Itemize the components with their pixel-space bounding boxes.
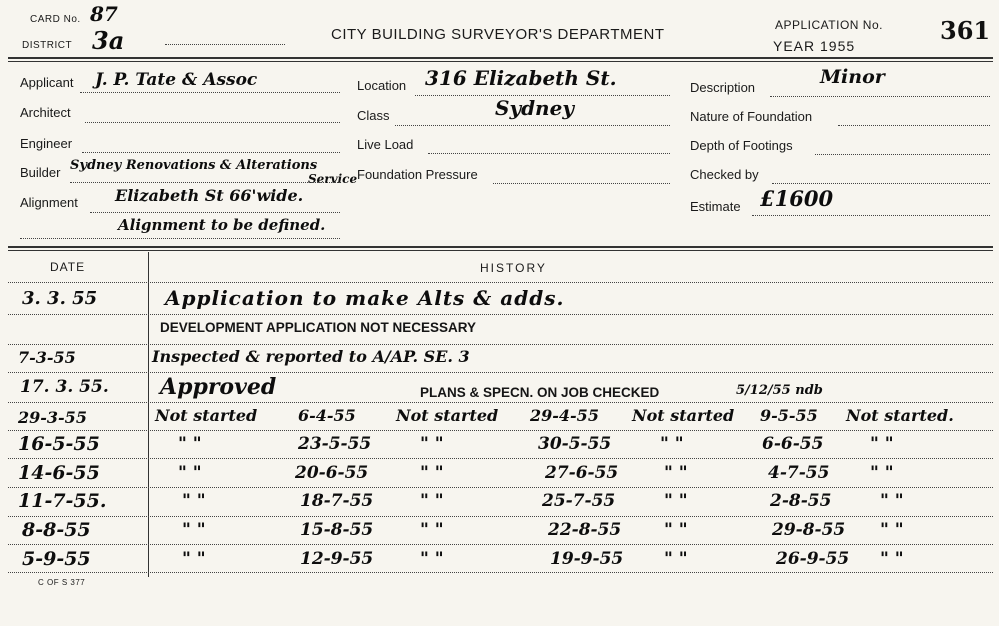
dotted-line: [815, 154, 990, 155]
builder-value: Sydney Renovations & Alterations: [70, 158, 318, 173]
history-entry: Not started: [632, 406, 735, 425]
history-date: 29-3-55: [18, 408, 87, 427]
dotted-line: [8, 344, 993, 345]
ditto-mark: " ": [420, 520, 444, 540]
dotted-line: [493, 183, 670, 184]
dotted-line: [90, 212, 340, 213]
dotted-line: [8, 430, 993, 431]
foundation-pressure-label: Foundation Pressure: [357, 167, 478, 182]
nature-of-foundation-label: Nature of Foundation: [690, 109, 813, 124]
history-entry: Not started.: [846, 406, 954, 425]
history-date-2: 12-9-55: [300, 549, 374, 569]
history-date: 3. 3. 55: [22, 288, 98, 309]
development-stamp: DEVELOPMENT APPLICATION NOT NECESSARY: [160, 320, 477, 335]
estimate-label: Estimate: [690, 199, 741, 214]
history-header: HISTORY: [480, 261, 547, 275]
history-date-4: 26-9-55: [776, 549, 850, 569]
history-date-3: 27-6-55: [545, 463, 619, 483]
ditto-mark: " ": [420, 491, 444, 511]
ditto-mark: " ": [870, 463, 894, 483]
architect-label: Architect: [20, 105, 71, 120]
ditto-mark: " ": [178, 434, 202, 454]
ditto-mark: " ": [182, 549, 206, 569]
alignment-value-2: Alignment to be defined.: [118, 216, 326, 234]
ditto-mark: " ": [420, 463, 444, 483]
history-entry: Not started: [155, 406, 258, 425]
ditto-mark: " ": [664, 491, 688, 511]
history-date-4: 29-8-55: [772, 520, 846, 540]
history-entry: Inspected & reported to A/AP. SE. 3: [152, 347, 470, 366]
history-date-3: 22-8-55: [548, 520, 622, 540]
dotted-line: [770, 96, 990, 97]
history-date: 17. 3. 55.: [20, 377, 109, 397]
ditto-mark: " ": [664, 549, 688, 569]
live-load-label: Live Load: [357, 137, 414, 152]
history-date: 7-3-55: [18, 348, 76, 367]
dotted-line: [8, 402, 993, 403]
history-date-2: 15-8-55: [300, 520, 374, 540]
header-rule: [8, 57, 993, 59]
history-rule-2: [8, 250, 993, 251]
ditto-mark: " ": [420, 434, 444, 454]
dotted-line: [70, 182, 340, 183]
history-date-2: 20-6-55: [295, 463, 369, 483]
ditto-mark: " ": [880, 520, 904, 540]
dotted-line: [395, 125, 670, 126]
location-label: Location: [357, 78, 407, 93]
date-column-divider: [148, 252, 149, 577]
history-entry: Not started: [396, 406, 499, 425]
card-no-value: 87: [90, 2, 118, 26]
history-date-4: 6-6-55: [762, 434, 824, 454]
ditto-mark: " ": [182, 491, 206, 511]
description-value: Minor: [820, 66, 885, 88]
application-label: APPLICATION No.: [775, 18, 883, 32]
ditto-mark: " ": [660, 434, 684, 454]
ditto-mark: " ": [178, 463, 202, 483]
class-label: Class: [357, 108, 390, 123]
header-dotted-line: [165, 44, 285, 45]
history-entry: Approved: [160, 374, 277, 400]
history-date-3: 30-5-55: [538, 434, 612, 454]
dotted-line: [838, 125, 990, 126]
year-label: YEAR 1955: [773, 38, 856, 54]
applicant-label: Applicant: [20, 75, 74, 90]
dotted-line: [8, 314, 993, 315]
history-date: 5-9-55: [22, 548, 91, 570]
history-date-2: 6-4-55: [298, 406, 356, 425]
history-date-3: 25-7-55: [542, 491, 616, 511]
dotted-line: [20, 238, 340, 239]
estimate-value: £1600: [760, 186, 834, 211]
dotted-line: [85, 122, 340, 123]
dotted-line: [428, 153, 670, 154]
dotted-line: [772, 183, 990, 184]
dotted-line: [82, 152, 340, 153]
ditto-mark: " ": [880, 549, 904, 569]
description-label: Description: [690, 80, 756, 95]
plans-checked-stamp: PLANS & SPECN. ON JOB CHECKED: [420, 385, 660, 400]
dotted-line: [8, 487, 993, 488]
dotted-line: [8, 516, 993, 517]
alignment-label: Alignment: [20, 195, 78, 210]
date-header: DATE: [50, 260, 86, 274]
applicant-value: J. P. Tate & Assoc: [95, 70, 258, 90]
location-value-2: Sydney: [495, 96, 574, 120]
depth-of-footings-label: Depth of Footings: [690, 138, 793, 153]
history-date: 16-5-55: [18, 433, 100, 455]
application-number: 361: [940, 16, 991, 45]
ditto-mark: " ": [420, 549, 444, 569]
engineer-label: Engineer: [20, 136, 73, 151]
history-date-4: 2-8-55: [770, 491, 832, 511]
ditto-mark: " ": [182, 520, 206, 540]
dotted-line: [8, 282, 993, 283]
builder-value-2: Service: [308, 172, 358, 186]
ditto-mark: " ": [664, 520, 688, 540]
district-value: 3a: [92, 26, 125, 55]
card-no-label: CARD No.: [30, 14, 81, 25]
form-code: C OF S 377: [38, 578, 86, 587]
history-entry: Application to make Alts & adds.: [165, 286, 565, 310]
ditto-mark: " ": [870, 434, 894, 454]
builder-label: Builder: [20, 165, 61, 180]
history-date-3: 29-4-55: [530, 406, 599, 425]
dotted-line: [8, 572, 993, 573]
history-date: 8-8-55: [22, 519, 91, 541]
dotted-line: [752, 215, 990, 216]
history-date: 14-6-55: [18, 462, 100, 484]
checked-by-label: Checked by: [690, 167, 759, 182]
dotted-line: [8, 544, 993, 545]
history-date: 11-7-55.: [18, 490, 107, 512]
dotted-line: [80, 92, 340, 93]
ditto-mark: " ": [880, 491, 904, 511]
alignment-value: Elizabeth St 66'wide.: [115, 186, 304, 205]
history-date-3: 19-9-55: [550, 549, 624, 569]
ditto-mark: " ": [664, 463, 688, 483]
dotted-line: [8, 372, 993, 373]
dotted-line: [8, 458, 993, 459]
district-label: DISTRICT: [22, 40, 73, 51]
history-rule: [8, 246, 993, 248]
history-date-4: 4-7-55: [768, 463, 830, 483]
history-date-2: 23-5-55: [298, 434, 372, 454]
location-value: 316 Elizabeth St.: [425, 66, 617, 90]
history-date-4: 9-5-55: [760, 406, 818, 425]
header-rule-2: [8, 61, 993, 62]
plans-checked-note: 5/12/55 ndb: [736, 383, 823, 398]
history-date-2: 18-7-55: [300, 491, 374, 511]
department-title: CITY BUILDING SURVEYOR'S DEPARTMENT: [331, 26, 665, 43]
